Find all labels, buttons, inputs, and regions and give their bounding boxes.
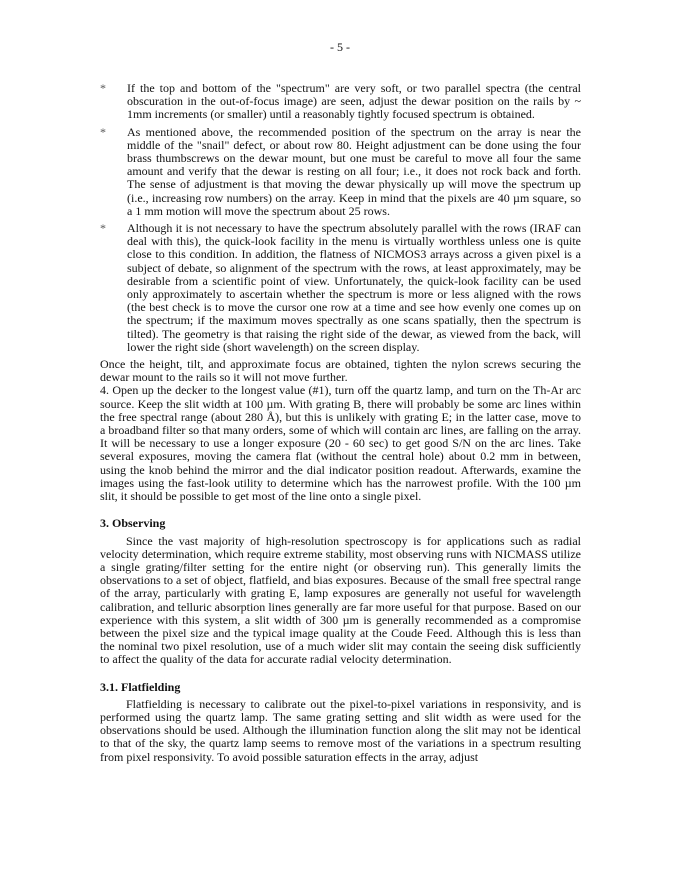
bullet-marker: * [100, 221, 106, 236]
paragraph-flatfielding: Flatfielding is necessary to calibrate out the pixel-to-pixel variations in responsivity, and is performed using the quartz lamp. The same grating setting and slit width as were used for the observations should be used. Although the illumination function along the slit may not be identical to that of the sky, the quartz lamp seems to remove most of the variations in a spectrum resulting from pixel responsivity. To avoid possible saturation effects in the array, adjust [100, 696, 581, 764]
bullet-marker: * [100, 124, 106, 139]
bullet-text: If the top and bottom of the "spectrum" are very soft, or two parallel spectra (the central obscuration in the out-of-focus image) are seen, adjust the dewar position on the rails by ~ 1mm increments (or smaller) until a reasonably tightly focused spectrum is obtained. [127, 81, 581, 122]
paragraph-once: Once the height, tilt, and approximate focus are obtained, tighten the nylon screws securing the dewar mount to the rails so it will not move further. [100, 357, 581, 385]
paragraph-step-4: 4. Open up the decker to the longest value (#1), turn off the quartz lamp, and turn on the Th-Ar arc source. Keep the slit width at 100 µm. With grating B, there will probably be some arc lines within the free spectral range (about 280 Å), but this is unlikely with grating E; in the latter case, move to a broadband filter so that many orders, some of which will contain arc lines, are falling on the array. It will be necessary to use a longer exposure (20 - 60 sec) to get good S/N on the arc lines. Take several exposures, moving the camera flat (without the central hole) about 0.2 mm in between, using the knob behind the mirror and the dial indicator position readout. Afterwards, examine the images using the fast-look utility to determine which has the narrowest profile. With the 100 µm slit, it should be possible to get most of the line onto a single pixel. [100, 383, 581, 504]
section-heading-observing: 3. Observing [100, 516, 166, 531]
bullet-item [100, 126, 581, 218]
paragraph-observing: Since the vast majority of high-resolution spectroscopy is for applications such as radial velocity determination, which require extreme stability, most observing runs with NICMASS utilize a single grating/filter setting for the entire night (or observing run). This generally limits the observations to a set of object, flatfield, and bias exposures. Because of the small free spectral range of the array, particularly with grating E, lamp exposures are generally not useful for wavelength calibration, and telluric absorption lines generally are far more useful for that purpose. Based on our experience with this system, a slit width of 300 µm is generally recommended as a compromise between the pixel size and the typical image quality at the Coude Feed. Although this is less than the nominal two pixel resolution, use of a much wider slit may contain the seeing disk sufficiently to affect the quality of the data for accurate radial velocity determination. [100, 533, 581, 667]
bullet-marker: * [100, 81, 106, 95]
bullet-text: Although it is not necessary to have the spectrum absolutely parallel with the rows (IRAF can deal with this), the quick-look facility in the menu is virtually worthless unless one is quite close to this condition. In addition, the flatness of NICMOS3 arrays across a given pixel is a subject of debate, so alignment of the spectrum with the rows, at least approximately, may be desirable from a scientific point of view. Unfortunately, the quick-look facility can be used only approximately to ascertain whether the spectrum is more or less aligned with the rows (the best check is to move the cursor one row at a time and see how evenly one comes up on the spectrum; if the maximum moves spectrally as one scans spatially, then the spectrum is tilted). The geometry is that raising the right side of the dewar, as viewed from the back, will lower the right side (short wavelength) on the screen display. [127, 221, 581, 354]
section-heading-flatfielding: 3.1. Flatfielding [100, 679, 181, 694]
bullet-text: As mentioned above, the recommended position of the spectrum on the array is near the middle of the "snail" defect, or about row 80. Height adjustment can be done using the four brass thumbscrews on the dewar mount, but one must be careful to move all four the same amount and verify that the dewar is resting on all four; i.e., it does not rock back and forth. The sense of adjustment is that moving the dewar physically up will move the spectrum up (i.e., increasing row numbers) on the array. Keep in mind that the pixels are 40 µm square, so a 1 mm motion will move the spectrum about 25 rows. [127, 124, 581, 218]
bullet-item [100, 222, 581, 354]
bullet-item [100, 82, 581, 122]
page-body [100, 82, 581, 764]
page-number: - 5 - [330, 40, 350, 54]
